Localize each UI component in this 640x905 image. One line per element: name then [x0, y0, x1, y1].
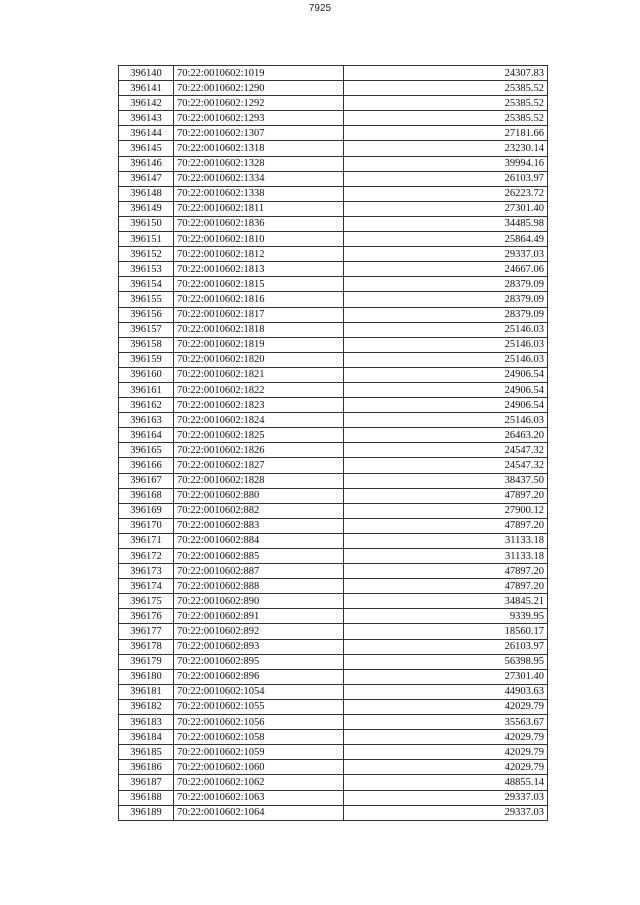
cadastral-number-cell: 70:22:0010602:1821 [174, 367, 344, 382]
table-row [119, 503, 548, 518]
table-row [119, 216, 548, 231]
row-number-cell: 396179 [119, 654, 174, 669]
row-number-cell: 396189 [119, 805, 174, 820]
row-number-cell: 396158 [119, 337, 174, 352]
cadastral-number-cell: 70:22:0010602:883 [174, 518, 344, 533]
cadastral-value-cell: 27301.40 [344, 201, 548, 216]
cadastral-number-cell: 70:22:0010602:1818 [174, 322, 344, 337]
cadastral-value-cell: 56398.95 [344, 654, 548, 669]
cadastral-value-cell: 48855.14 [344, 775, 548, 790]
cadastral-value-cell: 27181.66 [344, 126, 548, 141]
table-row [119, 549, 548, 564]
cadastral-value-cell: 24906.54 [344, 367, 548, 382]
cadastral-number-cell: 70:22:0010602:1054 [174, 684, 344, 699]
row-number-cell: 396150 [119, 216, 174, 231]
row-number-cell: 396152 [119, 247, 174, 262]
row-number-cell: 396145 [119, 141, 174, 156]
row-number-cell: 396142 [119, 96, 174, 111]
cadastral-number-cell: 70:22:0010602:1812 [174, 247, 344, 262]
table-row [119, 684, 548, 699]
cadastral-number-cell: 70:22:0010602:1826 [174, 443, 344, 458]
table-row [119, 654, 548, 669]
cadastral-value-cell: 47897.20 [344, 518, 548, 533]
row-number-cell: 396182 [119, 699, 174, 714]
cadastral-number-cell: 70:22:0010602:1822 [174, 382, 344, 397]
table-row [119, 367, 548, 382]
cadastral-number-cell: 70:22:0010602:895 [174, 654, 344, 669]
cadastral-number-cell: 70:22:0010602:1293 [174, 111, 344, 126]
row-number-cell: 396176 [119, 609, 174, 624]
cadastral-number-cell: 70:22:0010602:1062 [174, 775, 344, 790]
row-number-cell: 396167 [119, 473, 174, 488]
row-number-cell: 396161 [119, 382, 174, 397]
row-number-cell: 396163 [119, 413, 174, 428]
cadastral-number-cell: 70:22:0010602:1060 [174, 760, 344, 775]
cadastral-number-cell: 70:22:0010602:1824 [174, 413, 344, 428]
cadastral-number-cell: 70:22:0010602:1823 [174, 398, 344, 413]
row-number-cell: 396174 [119, 579, 174, 594]
table-row [119, 609, 548, 624]
cadastral-value-cell: 29337.03 [344, 247, 548, 262]
cadastral-number-cell: 70:22:0010602:1056 [174, 715, 344, 730]
cadastral-value-cell: 44903.63 [344, 684, 548, 699]
cadastral-number-cell: 70:22:0010602:1815 [174, 277, 344, 292]
table-row [119, 186, 548, 201]
table-row [119, 232, 548, 247]
row-number-cell: 396141 [119, 81, 174, 96]
row-number-cell: 396165 [119, 443, 174, 458]
table-row [119, 639, 548, 654]
cadastral-number-cell: 70:22:0010602:1055 [174, 699, 344, 714]
cadastral-value-cell: 24307.83 [344, 66, 548, 81]
cadastral-value-cell: 42029.79 [344, 745, 548, 760]
table-row [119, 760, 548, 775]
page-number: 7925 [308, 3, 332, 14]
cadastral-number-cell: 70:22:0010602:1307 [174, 126, 344, 141]
table-row [119, 141, 548, 156]
row-number-cell: 396144 [119, 126, 174, 141]
cadastral-number-cell: 70:22:0010602:1813 [174, 262, 344, 277]
row-number-cell: 396162 [119, 398, 174, 413]
row-number-cell: 396188 [119, 790, 174, 805]
row-number-cell: 396178 [119, 639, 174, 654]
cadastral-number-cell: 70:22:0010602:885 [174, 549, 344, 564]
cadastral-value-cell: 47897.20 [344, 564, 548, 579]
cadastral-number-cell: 70:22:0010602:1828 [174, 473, 344, 488]
row-number-cell: 396143 [119, 111, 174, 126]
table-row [119, 428, 548, 443]
cadastral-value-cell: 26103.97 [344, 171, 548, 186]
table-row [119, 775, 548, 790]
cadastral-number-cell: 70:22:0010602:891 [174, 609, 344, 624]
row-number-cell: 396166 [119, 458, 174, 473]
row-number-cell: 396175 [119, 594, 174, 609]
cadastral-number-cell: 70:22:0010602:896 [174, 669, 344, 684]
cadastral-value-cell: 25146.03 [344, 352, 548, 367]
cadastral-value-cell: 35563.67 [344, 715, 548, 730]
row-number-cell: 396169 [119, 503, 174, 518]
cadastral-number-cell: 70:22:0010602:1058 [174, 730, 344, 745]
table-row [119, 171, 548, 186]
table-row [119, 66, 548, 81]
table-row [119, 126, 548, 141]
table-row [119, 518, 548, 533]
cadastral-value-cell: 26103.97 [344, 639, 548, 654]
cadastral-number-cell: 70:22:0010602:1819 [174, 337, 344, 352]
cadastral-value-cell: 25385.52 [344, 111, 548, 126]
table-row [119, 201, 548, 216]
cadastral-value-table [118, 65, 548, 821]
table-row [119, 579, 548, 594]
row-number-cell: 396184 [119, 730, 174, 745]
cadastral-value-cell: 25385.52 [344, 96, 548, 111]
cadastral-value-cell: 27301.40 [344, 669, 548, 684]
row-number-cell: 396147 [119, 171, 174, 186]
cadastral-number-cell: 70:22:0010602:880 [174, 488, 344, 503]
cadastral-number-cell: 70:22:0010602:893 [174, 639, 344, 654]
cadastral-value-cell: 34485.98 [344, 216, 548, 231]
cadastral-number-cell: 70:22:0010602:1064 [174, 805, 344, 820]
cadastral-value-cell: 42029.79 [344, 699, 548, 714]
cadastral-number-cell: 70:22:0010602:1817 [174, 307, 344, 322]
cadastral-number-cell: 70:22:0010602:887 [174, 564, 344, 579]
table-row [119, 322, 548, 337]
cadastral-number-cell: 70:22:0010602:1825 [174, 428, 344, 443]
table-row [119, 111, 548, 126]
row-number-cell: 396187 [119, 775, 174, 790]
cadastral-number-cell: 70:22:0010602:888 [174, 579, 344, 594]
table-row [119, 96, 548, 111]
row-number-cell: 396173 [119, 564, 174, 579]
cadastral-value-cell: 25146.03 [344, 322, 548, 337]
row-number-cell: 396181 [119, 684, 174, 699]
cadastral-number-cell: 70:22:0010602:1836 [174, 216, 344, 231]
table-row [119, 81, 548, 96]
cadastral-value-cell: 47897.20 [344, 579, 548, 594]
table-row [119, 699, 548, 714]
table-body [119, 66, 548, 821]
cadastral-number-cell: 70:22:0010602:882 [174, 503, 344, 518]
cadastral-value-cell: 9339.95 [344, 609, 548, 624]
row-number-cell: 396172 [119, 549, 174, 564]
cadastral-value-cell: 23230.14 [344, 141, 548, 156]
cadastral-number-cell: 70:22:0010602:1019 [174, 66, 344, 81]
table-row [119, 307, 548, 322]
cadastral-value-cell: 29337.03 [344, 790, 548, 805]
table-row [119, 805, 548, 820]
row-number-cell: 396186 [119, 760, 174, 775]
row-number-cell: 396140 [119, 66, 174, 81]
table-row [119, 337, 548, 352]
table-row [119, 262, 548, 277]
cadastral-value-cell: 24547.32 [344, 458, 548, 473]
table-row [119, 533, 548, 548]
cadastral-value-cell: 42029.79 [344, 760, 548, 775]
cadastral-number-cell: 70:22:0010602:1059 [174, 745, 344, 760]
cadastral-value-cell: 31133.18 [344, 533, 548, 548]
cadastral-value-cell: 24547.32 [344, 443, 548, 458]
cadastral-value-cell: 25146.03 [344, 413, 548, 428]
cadastral-value-cell: 31133.18 [344, 549, 548, 564]
table-row [119, 156, 548, 171]
table-row [119, 715, 548, 730]
table-row [119, 398, 548, 413]
row-number-cell: 396180 [119, 669, 174, 684]
row-number-cell: 396149 [119, 201, 174, 216]
table-row [119, 247, 548, 262]
table-row [119, 730, 548, 745]
cadastral-value-cell: 28379.09 [344, 277, 548, 292]
cadastral-value-cell: 34845.21 [344, 594, 548, 609]
row-number-cell: 396148 [119, 186, 174, 201]
cadastral-value-cell: 26463.20 [344, 428, 548, 443]
row-number-cell: 396151 [119, 232, 174, 247]
table-row [119, 277, 548, 292]
cadastral-number-cell: 70:22:0010602:1063 [174, 790, 344, 805]
row-number-cell: 396153 [119, 262, 174, 277]
row-number-cell: 396155 [119, 292, 174, 307]
cadastral-number-cell: 70:22:0010602:1338 [174, 186, 344, 201]
cadastral-number-cell: 70:22:0010602:1820 [174, 352, 344, 367]
table-row [119, 458, 548, 473]
row-number-cell: 396170 [119, 518, 174, 533]
row-number-cell: 396183 [119, 715, 174, 730]
cadastral-number-cell: 70:22:0010602:1827 [174, 458, 344, 473]
row-number-cell: 396156 [119, 307, 174, 322]
cadastral-value-cell: 25146.03 [344, 337, 548, 352]
cadastral-number-cell: 70:22:0010602:1334 [174, 171, 344, 186]
row-number-cell: 396154 [119, 277, 174, 292]
cadastral-number-cell: 70:22:0010602:1292 [174, 96, 344, 111]
cadastral-value-cell: 25385.52 [344, 81, 548, 96]
cadastral-number-cell: 70:22:0010602:884 [174, 533, 344, 548]
cadastral-value-cell: 24667.06 [344, 262, 548, 277]
cadastral-value-cell: 29337.03 [344, 805, 548, 820]
row-number-cell: 396177 [119, 624, 174, 639]
cadastral-value-cell: 18560.17 [344, 624, 548, 639]
row-number-cell: 396164 [119, 428, 174, 443]
row-number-cell: 396168 [119, 488, 174, 503]
table-row [119, 624, 548, 639]
table-row [119, 790, 548, 805]
cadastral-value-cell: 26223.72 [344, 186, 548, 201]
cadastral-number-cell: 70:22:0010602:1318 [174, 141, 344, 156]
cadastral-value-cell: 38437.50 [344, 473, 548, 488]
table-row [119, 594, 548, 609]
cadastral-number-cell: 70:22:0010602:1290 [174, 81, 344, 96]
table-row [119, 473, 548, 488]
row-number-cell: 396146 [119, 156, 174, 171]
row-number-cell: 396160 [119, 367, 174, 382]
row-number-cell: 396171 [119, 533, 174, 548]
cadastral-number-cell: 70:22:0010602:1811 [174, 201, 344, 216]
table-row [119, 745, 548, 760]
table-row [119, 488, 548, 503]
cadastral-value-cell: 27900.12 [344, 503, 548, 518]
table-row [119, 382, 548, 397]
cadastral-value-cell: 28379.09 [344, 292, 548, 307]
cadastral-value-cell: 24906.54 [344, 398, 548, 413]
table-row [119, 443, 548, 458]
table-row [119, 413, 548, 428]
row-number-cell: 396185 [119, 745, 174, 760]
table-row [119, 669, 548, 684]
table-row [119, 352, 548, 367]
row-number-cell: 396159 [119, 352, 174, 367]
cadastral-number-cell: 70:22:0010602:1810 [174, 232, 344, 247]
cadastral-value-cell: 47897.20 [344, 488, 548, 503]
table-row [119, 564, 548, 579]
cadastral-number-cell: 70:22:0010602:1816 [174, 292, 344, 307]
cadastral-number-cell: 70:22:0010602:1328 [174, 156, 344, 171]
table-row [119, 292, 548, 307]
cadastral-value-cell: 28379.09 [344, 307, 548, 322]
cadastral-value-cell: 25864.49 [344, 232, 548, 247]
row-number-cell: 396157 [119, 322, 174, 337]
cadastral-value-cell: 42029.79 [344, 730, 548, 745]
cadastral-value-cell: 24906.54 [344, 382, 548, 397]
cadastral-number-cell: 70:22:0010602:892 [174, 624, 344, 639]
cadastral-number-cell: 70:22:0010602:890 [174, 594, 344, 609]
cadastral-value-cell: 39994.16 [344, 156, 548, 171]
